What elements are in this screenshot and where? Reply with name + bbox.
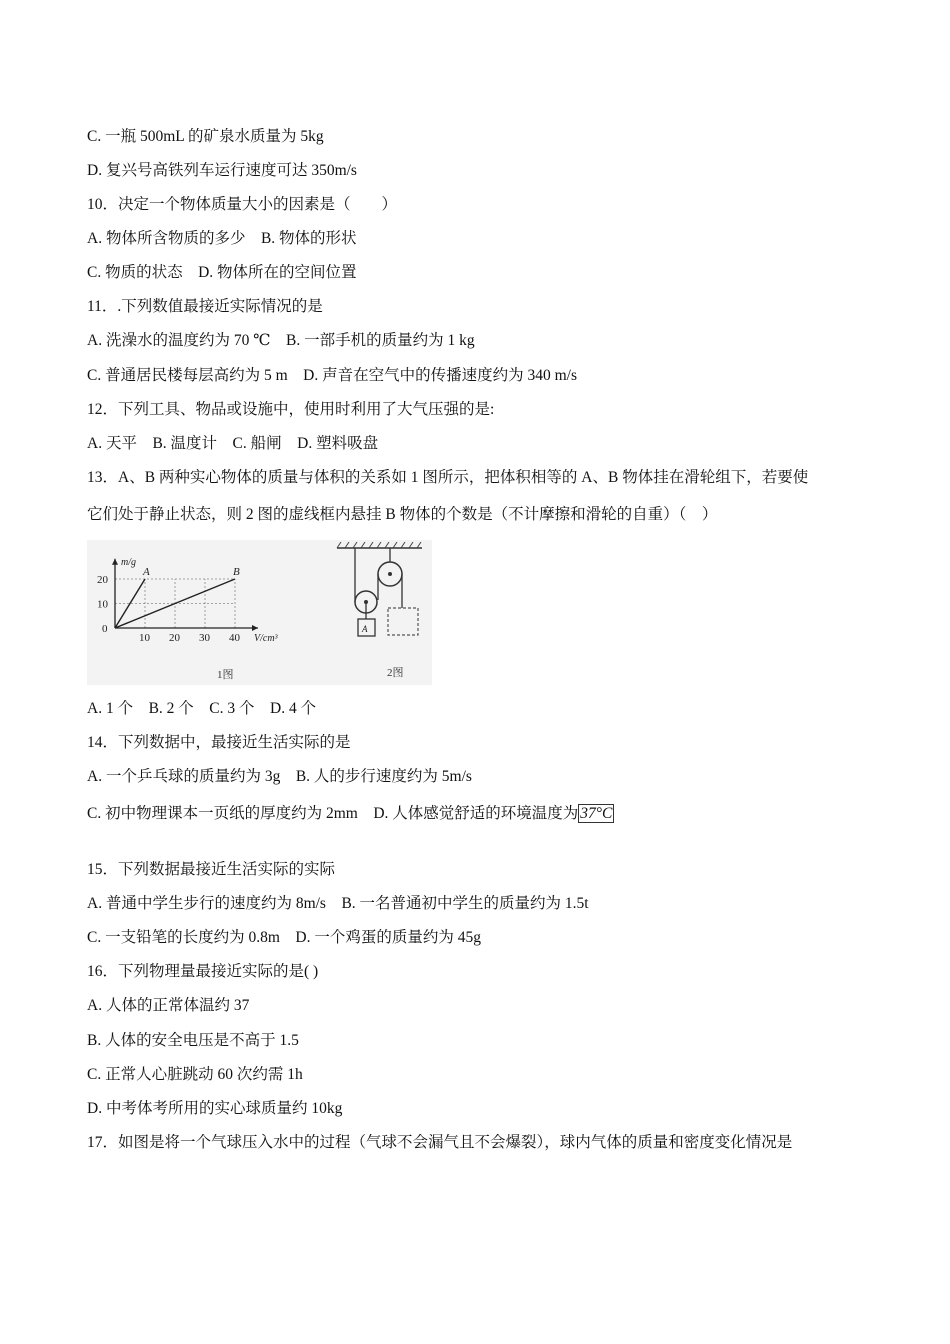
text-line: D. 中考体考所用的实心球质量约 10kg bbox=[87, 1100, 343, 1117]
text-line-with-math bbox=[87, 804, 614, 824]
question-16: 16．下列物理量最接近实际的是( ) bbox=[87, 963, 319, 980]
x-axis-arrow bbox=[252, 625, 258, 631]
question-15: 15．下列数据最接近生活实际的实际 bbox=[87, 861, 336, 878]
text-line: C. 一支铅笔的长度约为 0.8m D. 一个鸡蛋的质量约为 45g bbox=[87, 929, 481, 946]
text-line: D. 复兴号高铁列车运行速度可达 350m/s bbox=[87, 162, 357, 179]
figure-svg bbox=[87, 540, 432, 685]
text-line: C. 普通居民楼每层高约为 5 m D. 声音在空气中的传播速度约为 340 m/s bbox=[87, 367, 577, 384]
object-a-label: A bbox=[362, 624, 368, 634]
fig2-caption: 2图 bbox=[387, 667, 404, 679]
text-line: C. 一瓶 500mL 的矿泉水质量为 5kg bbox=[87, 128, 324, 145]
text-line: A. 人体的正常体温约 37 bbox=[87, 997, 250, 1014]
mass-volume-chart bbox=[97, 557, 279, 644]
fig1-caption: 1图 bbox=[217, 669, 234, 681]
text-line: A. 一个乒乓球的质量约为 3g B. 人的步行速度约为 5m/s bbox=[87, 768, 472, 785]
text-line: C. 物质的状态 D. 物体所在的空间位置 bbox=[87, 264, 357, 281]
y-tick-label: 20 bbox=[97, 574, 108, 586]
y-axis-arrow bbox=[112, 559, 118, 565]
pulley-diagram bbox=[337, 542, 422, 679]
text-line: A. 普通中学生步行的速度约为 8m/s B. 一名普通初中学生的质量约为 1.5t bbox=[87, 895, 589, 912]
question-10: 10．决定一个物体质量大小的因素是（ ） bbox=[87, 196, 398, 213]
text-line: C. 正常人心脏跳动 60 次约需 1h bbox=[87, 1066, 303, 1083]
text-span: C. 初中物理课本一页纸的厚度约为 2mm D. 人体感觉舒适的环境温度为 bbox=[87, 805, 579, 822]
x-axis-label: V/cm³ bbox=[254, 633, 278, 644]
y-axis-label: m/g bbox=[121, 556, 136, 568]
text-line: A. 天平 B. 温度计 C. 船闸 D. 塑料吸盘 bbox=[87, 435, 379, 452]
text-line: A. 洗澡水的温度约为 70 ℃ B. 一部手机的质量约为 1 kg bbox=[87, 332, 475, 349]
x-tick-label: 30 bbox=[199, 632, 210, 644]
text-line: 它们处于静止状态，则 2 图的虚线框内悬挂 B 物体的个数是（不计摩擦和滑轮的自重）（ ） bbox=[87, 506, 718, 523]
x-tick-label: 40 bbox=[229, 632, 240, 644]
series-label-b: B bbox=[233, 566, 240, 578]
question-13-figure bbox=[87, 540, 432, 685]
question-13: 13．A、B 两种实心物体的质量与体积的关系如 1 图所示，把体积相等的 A、B 物体挂在滑轮组下，若要使 bbox=[87, 469, 809, 486]
question-14: 14．下列数据中，最接近生活实际的是 bbox=[87, 734, 351, 751]
question-11: 11．.下列数值最接近实际情况的是 bbox=[87, 298, 323, 315]
dashed-box bbox=[388, 608, 418, 635]
text-line: B. 人体的安全电压是不高于 1.5 bbox=[87, 1032, 299, 1049]
text-line: A. 1 个 B. 2 个 C. 3 个 D. 4 个 bbox=[87, 700, 317, 717]
y-tick-label: 0 bbox=[102, 623, 108, 635]
series-label-a: A bbox=[143, 566, 150, 578]
x-tick-label: 20 bbox=[169, 632, 180, 644]
question-17: 17．如图是将一个气球压入水中的过程（气球不会漏气且不会爆裂），球内气体的质量和密度变化情况是 bbox=[87, 1134, 793, 1151]
text-line: A. 物体所含物质的多少 B. 物体的形状 bbox=[87, 230, 357, 247]
question-12: 12．下列工具、物品或设施中，使用时利用了大气压强的是: bbox=[87, 401, 495, 418]
x-tick-label: 10 bbox=[139, 632, 150, 644]
temperature-box: 37°C bbox=[580, 805, 613, 822]
y-tick-label: 10 bbox=[97, 598, 108, 611]
